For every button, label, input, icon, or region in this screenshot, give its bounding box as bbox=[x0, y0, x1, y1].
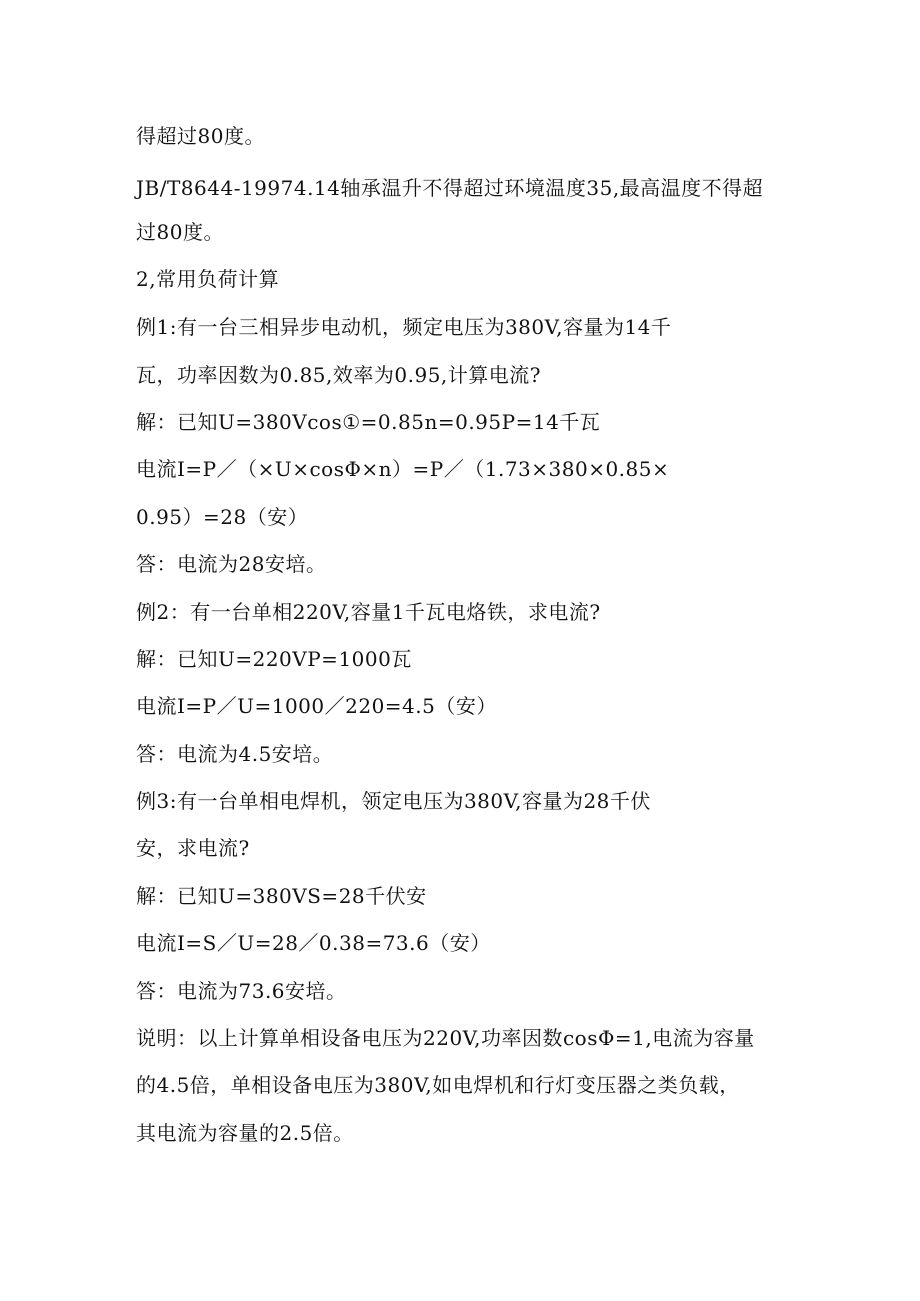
formula-line: 0.95）=28（安） bbox=[136, 505, 309, 529]
formula-line: 电流I=P／U=1000／220=4.5（安） bbox=[136, 694, 497, 718]
answer-line: 答：电流为4.5安培。 bbox=[136, 742, 334, 766]
text-line: JB/T8644-19974.14轴承温升不得超过环境温度35,最高温度不得超 bbox=[136, 176, 764, 200]
formula-line: 电流I=P／（×U×cosΦ×n）=P／（1.73×380×0.85× bbox=[136, 457, 670, 481]
section-heading: 2,常用负荷计算 bbox=[136, 267, 280, 291]
text-line: 瓦，功率因数为0.85,效率为0.95,计算电流? bbox=[136, 363, 541, 387]
note-line: 其电流为容量的2.5倍。 bbox=[136, 1121, 354, 1145]
text-line: 过80度。 bbox=[136, 220, 224, 244]
example-3-title: 例3:有一台单相电焊机，领定电压为380V,容量为28千伏 bbox=[136, 789, 651, 813]
text-line: 安，求电流? bbox=[136, 836, 250, 860]
answer-line: 答：电流为28安培。 bbox=[136, 552, 327, 576]
answer-line: 答：电流为73.6安培。 bbox=[136, 979, 347, 1003]
solution-line: 解：已知U=380Vcos①=0.85n=0.95P=14千瓦 bbox=[136, 410, 601, 434]
solution-line: 解：已知U=380VS=28千伏安 bbox=[136, 884, 427, 908]
note-line: 说明：以上计算单相设备电压为220V,功率因数cosΦ=1,电流为容量 bbox=[136, 1026, 755, 1050]
formula-line: 电流I=S／U=28／0.38=73.6（安） bbox=[136, 931, 491, 955]
note-line: 的4.5倍，单相设备电压为380V,如电焊机和行灯变压器之类负载， bbox=[136, 1073, 740, 1097]
example-1-title: 例1:有一台三相异步电动机，频定电压为380V,容量为14千 bbox=[136, 315, 672, 339]
solution-line: 解：已知U=220VP=1000瓦 bbox=[136, 647, 412, 671]
text-line: 得超过80度。 bbox=[136, 124, 265, 148]
example-2-title: 例2：有一台单相220V,容量1千瓦电烙铁，求电流? bbox=[136, 600, 601, 624]
